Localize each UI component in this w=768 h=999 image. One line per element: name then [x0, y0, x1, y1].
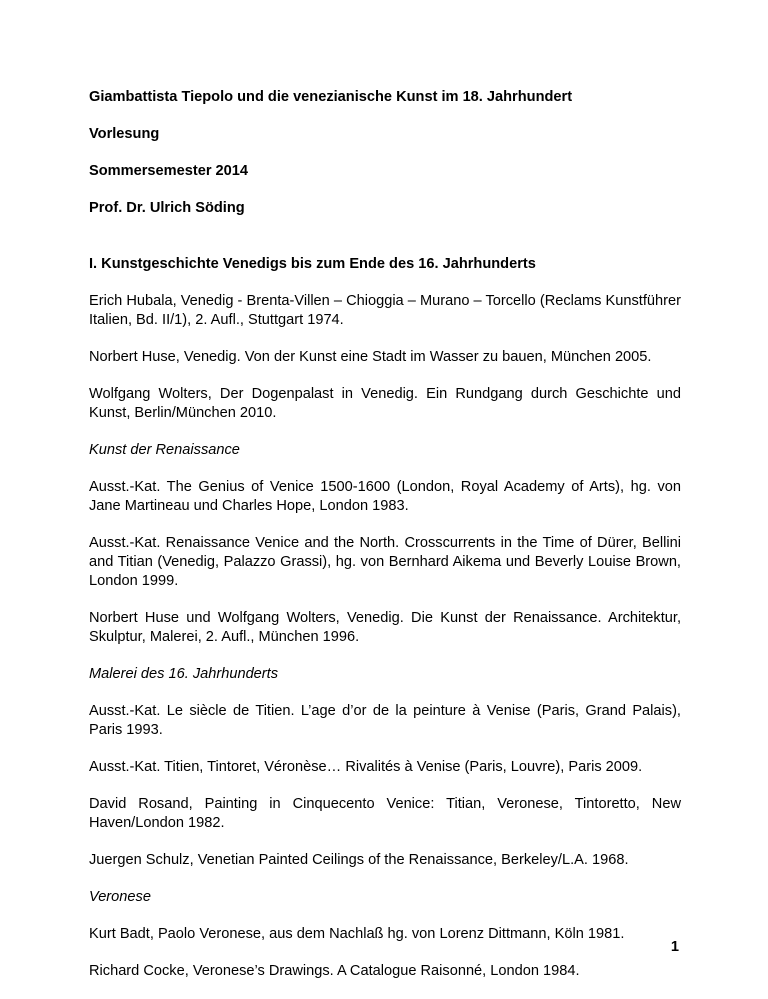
- reference-item: Ausst.-Kat. Titien, Tintoret, Véronèse… Rivalités à Venise (Paris, Louvre), Paris 2009.: [89, 759, 643, 775]
- reference-item: Ausst.-Kat. Renaissance Venice and the North. Crosscurrents in the Time of Dürer, Bellini and Titian (Venedig, Palazzo Grassi), hg. von Bernhard Aikema und Beverly Louise Brown, London 1999.: [89, 535, 681, 589]
- subheading-veronese: Veronese: [89, 889, 151, 905]
- document-body: [89, 88, 681, 999]
- reference-item: Norbert Huse, Venedig. Von der Kunst eine Stadt im Wasser zu bauen, München 2005.: [89, 349, 652, 365]
- section-heading: I. Kunstgeschichte Venedigs bis zum Ende des 16. Jahrhunderts: [89, 256, 536, 272]
- semester: Sommersemester 2014: [89, 163, 249, 179]
- reference-item: Norbert Huse und Wolfgang Wolters, Venedig. Die Kunst der Renaissance. Architektur, Skulptur, Malerei, 2. Aufl., München 1996.: [89, 610, 681, 645]
- author: Prof. Dr. Ulrich Söding: [89, 200, 245, 216]
- subheading-renaissance: Kunst der Renaissance: [89, 442, 240, 458]
- lecture-title: Giambattista Tiepolo und die venezianische Kunst im 18. Jahrhundert: [89, 89, 573, 105]
- reference-item: Ausst.-Kat. Le siècle de Titien. L’age d’or de la peinture à Venise (Paris, Grand Palais), Paris 1993.: [89, 703, 681, 738]
- reference-item: Wolfgang Wolters, Der Dogenpalast in Venedig. Ein Rundgang durch Geschichte und Kunst, Berlin/München 2010.: [89, 386, 681, 421]
- page-number: 1: [670, 939, 679, 955]
- lecture-type: Vorlesung: [89, 126, 160, 142]
- reference-item: Juergen Schulz, Venetian Painted Ceilings of the Renaissance, Berkeley/L.A. 1968.: [89, 852, 629, 868]
- subheading-painting: Malerei des 16. Jahrhunderts: [89, 666, 279, 682]
- reference-item: Erich Hubala, Venedig - Brenta-Villen – Chioggia – Murano – Torcello (Reclams Kunstführer Italien, Bd. II/1), 2. Aufl., Stuttgart 1974.: [89, 293, 681, 328]
- reference-item: Ausst.-Kat. The Genius of Venice 1500-1600 (London, Royal Academy of Arts), hg. von Jane Martineau und Charles Hope, London 1983.: [89, 479, 681, 514]
- reference-item: Kurt Badt, Paolo Veronese, aus dem Nachlaß hg. von Lorenz Dittmann, Köln 1981.: [89, 926, 625, 942]
- reference-item: Richard Cocke, Veronese’s Drawings. A Catalogue Raisonné, London 1984.: [89, 963, 580, 979]
- reference-item: David Rosand, Painting in Cinquecento Venice: Titian, Veronese, Tintoretto, New Haven/London 1982.: [89, 796, 681, 831]
